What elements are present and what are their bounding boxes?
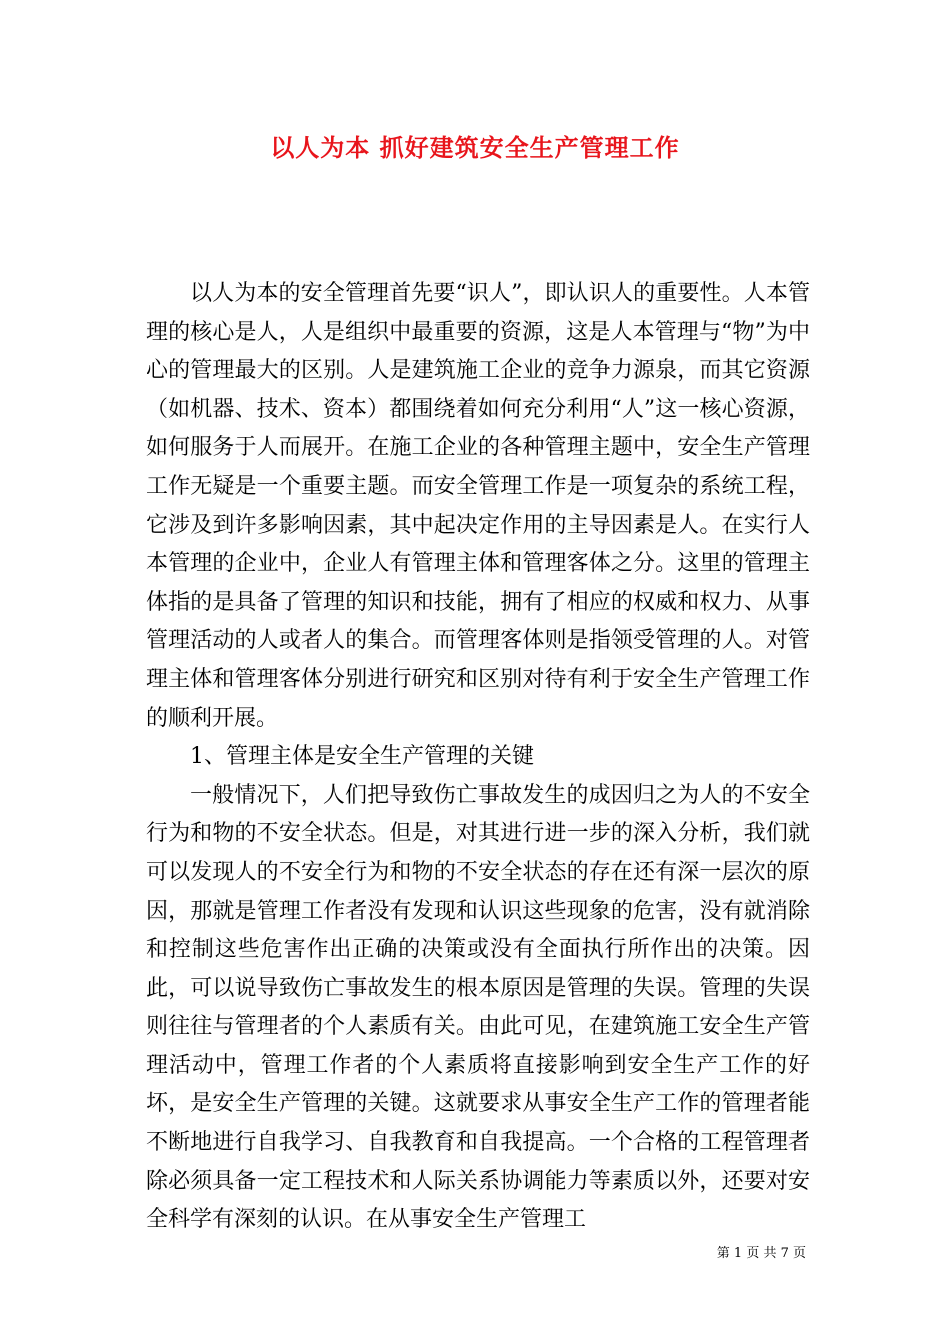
document-title: 以人为本 抓好建筑安全生产管理工作 [270, 133, 680, 162]
section-heading: 1、管理主体是安全生产管理的关键 [190, 744, 534, 770]
document-body [146, 275, 810, 1240]
paragraph-intro: 以人为本的安全管理首先要“识人”，即认识人的重要性。人本管理的核心是人，人是组织中最重要的资源，这是人本管理与“物”为中心的管理最大的区别。人是建筑施工企业的竞争力源泉，而其它资源（如机器、技术、资本）都围绕着如何充分利用“人”这一核心资源，如何服务于人而展开。在施工企业的各种管理主题中，安全生产管理工作无疑是一个重要主题。而安全管理工作是一项复杂的系统工程，它涉及到许多影响因素，其中起决定作用的主导因素是人。在实行人本管理的企业中，企业人有管理主体和管理客体之分。这里的管理主体指的是具备了管理的知识和技能，拥有了相应的权威和权力、从事管理活动的人或者人的集合。而管理客体则是指领受管理的人。对管理主体和管理客体分别进行研究和区别对待有利于安全生产管理工作的顺利开展。 [146, 281, 810, 731]
page-footer: 第 1 页 共 7 页 [716, 1246, 806, 1261]
paragraph-section-1: 一般情况下，人们把导致伤亡事故发生的成因归之为人的不安全行为和物的不安全状态。但是，对其进行进一步的深入分析，我们就可以发现人的不安全行为和物的不安全状态的存在还有深一层次的原因，那就是管理工作者没有发现和认识这些现象的危害，没有就消除和控制这些危害作出正确的决策或没有全面执行所作出的决策。因此，可以说导致伤亡事故发生的根本原因是管理的失误。管理的失误则往往与管理者的个人素质有关。由此可见，在建筑施工安全生产管理活动中，管理工作者的个人素质将直接影响到安全生产工作的好坏，是安全生产管理的关键。这就要求从事安全生产工作的管理者能不断地进行自我学习、自我教育和自我提高。一个合格的工程管理者除必须具备一定工程技术和人际关系协调能力等素质以外，还要对安全科学有深刻的认识。在从事安全生产管理工 [146, 782, 810, 1233]
